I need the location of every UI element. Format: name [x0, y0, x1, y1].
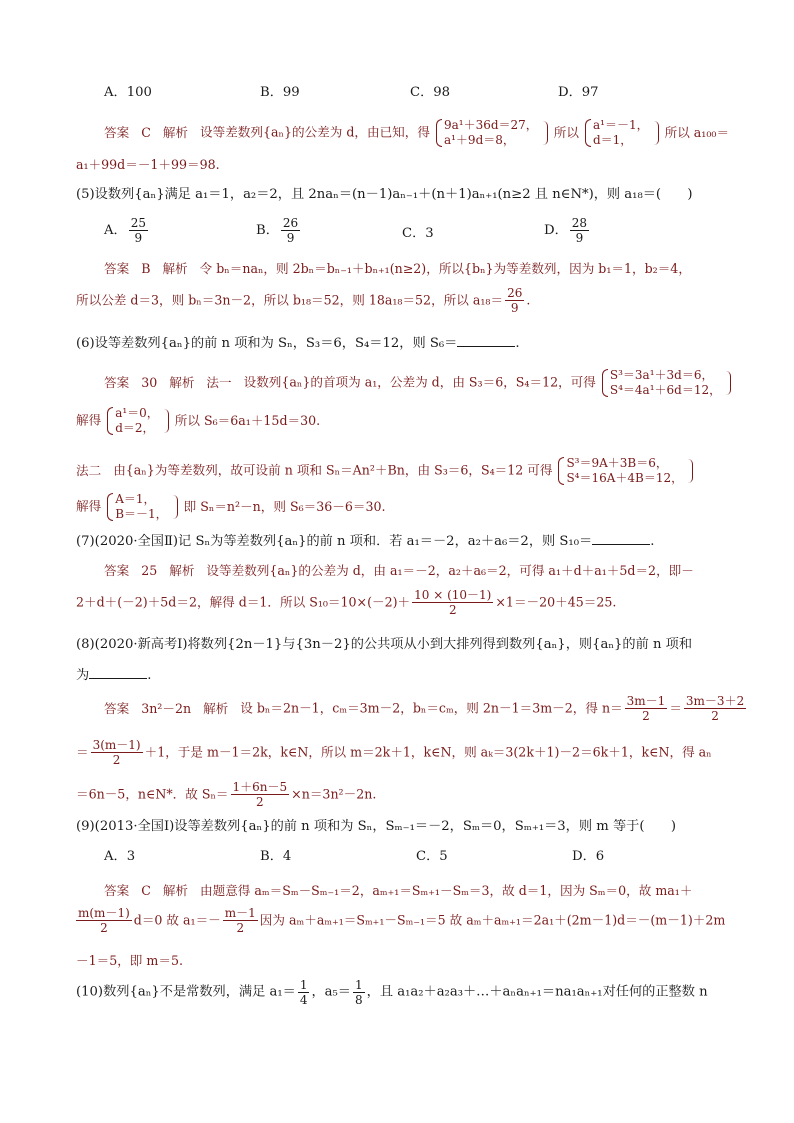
answer-blank [457, 334, 515, 347]
q5-option-b: B． $\frac{26}{9}$ [256, 216, 299, 245]
q4-option-c: C．98 [410, 85, 451, 100]
q9-option-c: C．5 [416, 849, 448, 864]
answer-value: 30 [141, 374, 158, 390]
q4-system-2: a¹＝－1， d＝1， [585, 118, 649, 148]
q4-solution-line-2: a₁＋99d＝－1＋99＝98. [76, 157, 220, 172]
answer-label: 答案 [104, 261, 130, 276]
q5-option-a: A． $\frac{25}{9}$ [104, 216, 146, 245]
q7-solution-line-1: 答案 25 解析 设等差数列{aₙ}的公差为 d，由 a₁＝－2，a₂＋a₆＝2，可得 a₁＋d＋a₁＋5d＝2，即－ [104, 563, 694, 578]
q9-option-a: A．3 [104, 849, 136, 864]
q7-stem: (7)(2020·全国Ⅱ)记 Sₙ为等差数列{aₙ}的前 n 项和．若 a₁＝－2，a₂＋a₆＝2，则 S₁₀＝ . [76, 534, 655, 549]
q9-solution-line-3: －1＝5，即 m＝5. [76, 953, 183, 968]
q4-sol-text: 设等差数列{aₙ}的公差为 d，由已知，得 [200, 124, 430, 140]
analysis-label: 解析 [162, 124, 189, 140]
q6-solution-line-4: 解得 A＝1， B＝－1， 即 Sₙ＝n²－n，则 S₆＝36－6＝30. [76, 492, 386, 521]
analysis-label: 解析 [203, 700, 229, 716]
method-2-label: 法二 [76, 462, 102, 478]
answer-value: C [141, 883, 151, 898]
answer-value: 25 [141, 563, 158, 578]
q6-system-2: a¹＝0， d＝2， [107, 406, 159, 436]
answer-blank [592, 532, 650, 545]
q9-option-b: B．4 [260, 849, 292, 864]
answer-label: 答案 [104, 883, 130, 898]
analysis-label: 解析 [162, 883, 189, 898]
method-1-label: 法一 [206, 374, 232, 390]
answer-label: 答案 [104, 563, 130, 578]
q4-system-1: 9a¹＋36d＝27， a¹＋9d＝8， [436, 118, 538, 148]
q5-solution-line-1: 答案 B 解析 令 bₙ＝naₙ，则 2bₙ＝bₙ₋₁＋bₙ₊₁(n≥2)，所以{bₙ}为等差数列，因为 b₁＝1，b₂＝4， [104, 261, 691, 276]
q4-option-a: A．100 [104, 85, 152, 100]
answer-value: 3n²－2n [141, 700, 192, 716]
answer-label: 答案 [104, 374, 130, 390]
q7-solution-line-2: 2＋d＋(－2)＋5d＝2，解得 d＝1．所以 S₁₀＝10×(－2)＋ $\frac{10 \times (10-1)}{2}$ ×1＝－20＋45＝25. [76, 588, 617, 617]
answer-value: C [141, 124, 151, 140]
q6-system-1: S³＝3a¹＋3d＝6， S⁴＝4a¹＋6d＝12， [602, 368, 721, 398]
answer-label: 答案 [104, 124, 130, 140]
q6-solution-line-2: 解得 a¹＝0， d＝2， 所以 S₆＝6a₁＋15d＝30. [76, 406, 321, 435]
q8-stem-line-2: 为 . [76, 668, 152, 683]
q9-option-d: D．6 [572, 849, 605, 864]
q10-stem: (10)数列{aₙ}不是常数列，满足 a₁＝ $\frac{1}{4}$ ，a₅＝ $\frac{1}{8}$ ，且 a₁a₂＋a₂a₃＋…＋aₙaₙ₊₁＝na₁aₙ₊₁对任何的正整数 n [76, 978, 708, 1007]
answer-label: 答案 [104, 700, 130, 716]
analysis-label: 解析 [169, 563, 195, 578]
q9-solution-line-1: 答案 C 解析 由题意得 aₘ＝Sₘ－Sₘ₋₁＝2，aₘ₊₁＝Sₘ₊₁－Sₘ＝3，故 d＝1，因为 Sₘ＝0，故 ma₁＋ [104, 883, 693, 898]
q5-option-d: D． $\frac{28}{9}$ [544, 216, 588, 245]
q8-solution-line-2: ＝ $\frac{3(m-1)}{2}$ ＋1，于是 m－1＝2k，k∈N，所以 m＝2k＋1，k∈N，则 aₖ＝3(2k＋1)－2＝6k＋1，k∈N，得 aₙ [76, 738, 712, 767]
q5-options [76, 216, 721, 252]
q6-stem: (6)设等差数列{aₙ}的前 n 项和为 Sₙ，S₃＝6，S₄＝12，则 S₆＝ . [76, 336, 520, 351]
q4-option-d: D．97 [558, 85, 599, 100]
q6-solution-line-3: 法二 由{aₙ}为等差数列，故可设前 n 项和 Sₙ＝An²＋Bn，由 S₃＝6，S₄＝12 可得 S³＝9A＋3B＝6， S⁴＝16A＋4B＝12， [76, 456, 684, 485]
answer-value: B [141, 261, 151, 276]
analysis-label: 解析 [169, 374, 195, 390]
q4-option-b: B．99 [260, 85, 300, 100]
q8-solution-line-3: ＝6n－5，n∈N*．故 Sₙ＝ $\frac{1+6n-5}{2}$ ×n＝3n²－2n. [76, 780, 377, 809]
q5-stem: (5)设数列{aₙ}满足 a₁＝1，a₂＝2，且 2naₙ＝(n－1)aₙ₋₁＋(n＋1)aₙ₊₁(n≥2 且 n∈N*)，则 a₁₈＝( ) [76, 187, 693, 202]
q8-solution-line-1: 答案 3n²－2n 解析 设 bₙ＝2n－1，cₘ＝3m－2，bₙ＝cₘ，则 2n－1＝3m－2，得 n＝ $\frac{3m-1}{2}$ ＝ $\frac{3m-3+2}{2}$ [104, 694, 745, 723]
q6-solution-line-1: 答案 30 解析 法一 设数列{aₙ}的首项为 a₁，公差为 d，由 S₃＝6，S₄＝12，可得 S³＝3a¹＋3d＝6， S⁴＝4a¹＋6d＝12， [104, 368, 722, 397]
q8-stem-line-1: (8)(2020·新高考Ⅰ)将数列{2n－1}与{3n－2}的公共项从小到大排列得到数列{aₙ}，则{aₙ}的前 n 项和 [76, 637, 693, 652]
answer-blank [89, 666, 147, 679]
analysis-label: 解析 [162, 261, 188, 276]
q6-system-4: A＝1， B＝－1， [107, 492, 167, 522]
q9-stem: (9)(2013·全国Ⅰ)设等差数列{aₙ}的前 n 项和为 Sₙ，Sₘ₋₁＝－2，Sₘ＝0，Sₘ₊₁＝3，则 m 等于( ) [76, 819, 676, 834]
q5-option-c: C．3 [402, 226, 434, 241]
q4-solution-line-1: 答案 C 解析 设等差数列{aₙ}的公差为 d，由已知，得 9a¹＋36d＝27， a¹＋9d＝8， 所以 a¹＝－1， d＝1， 所以 a₁₀₀＝ [104, 118, 730, 147]
q9-solution-line-2: $\frac{m(m-1)}{2}$ d＝0 故 a₁＝－ $\frac{m-1}{2}$ 因为 aₘ＋aₘ₊₁＝Sₘ₊₁－Sₘ₋₁＝5 故 aₘ＋aₘ₊₁＝2a₁＋(2m－1)d＝－(m－1)＋2m [78, 906, 726, 935]
q6-system-3: S³＝9A＋3B＝6， S⁴＝16A＋4B＝12， [558, 456, 683, 486]
q5-solution-line-2: 所以公差 d＝3，则 bₙ＝3n－2，所以 b₁₈＝52，则 18a₁₈＝52，所以 a₁₈＝ $\frac{26}{9}$ . [76, 286, 531, 315]
